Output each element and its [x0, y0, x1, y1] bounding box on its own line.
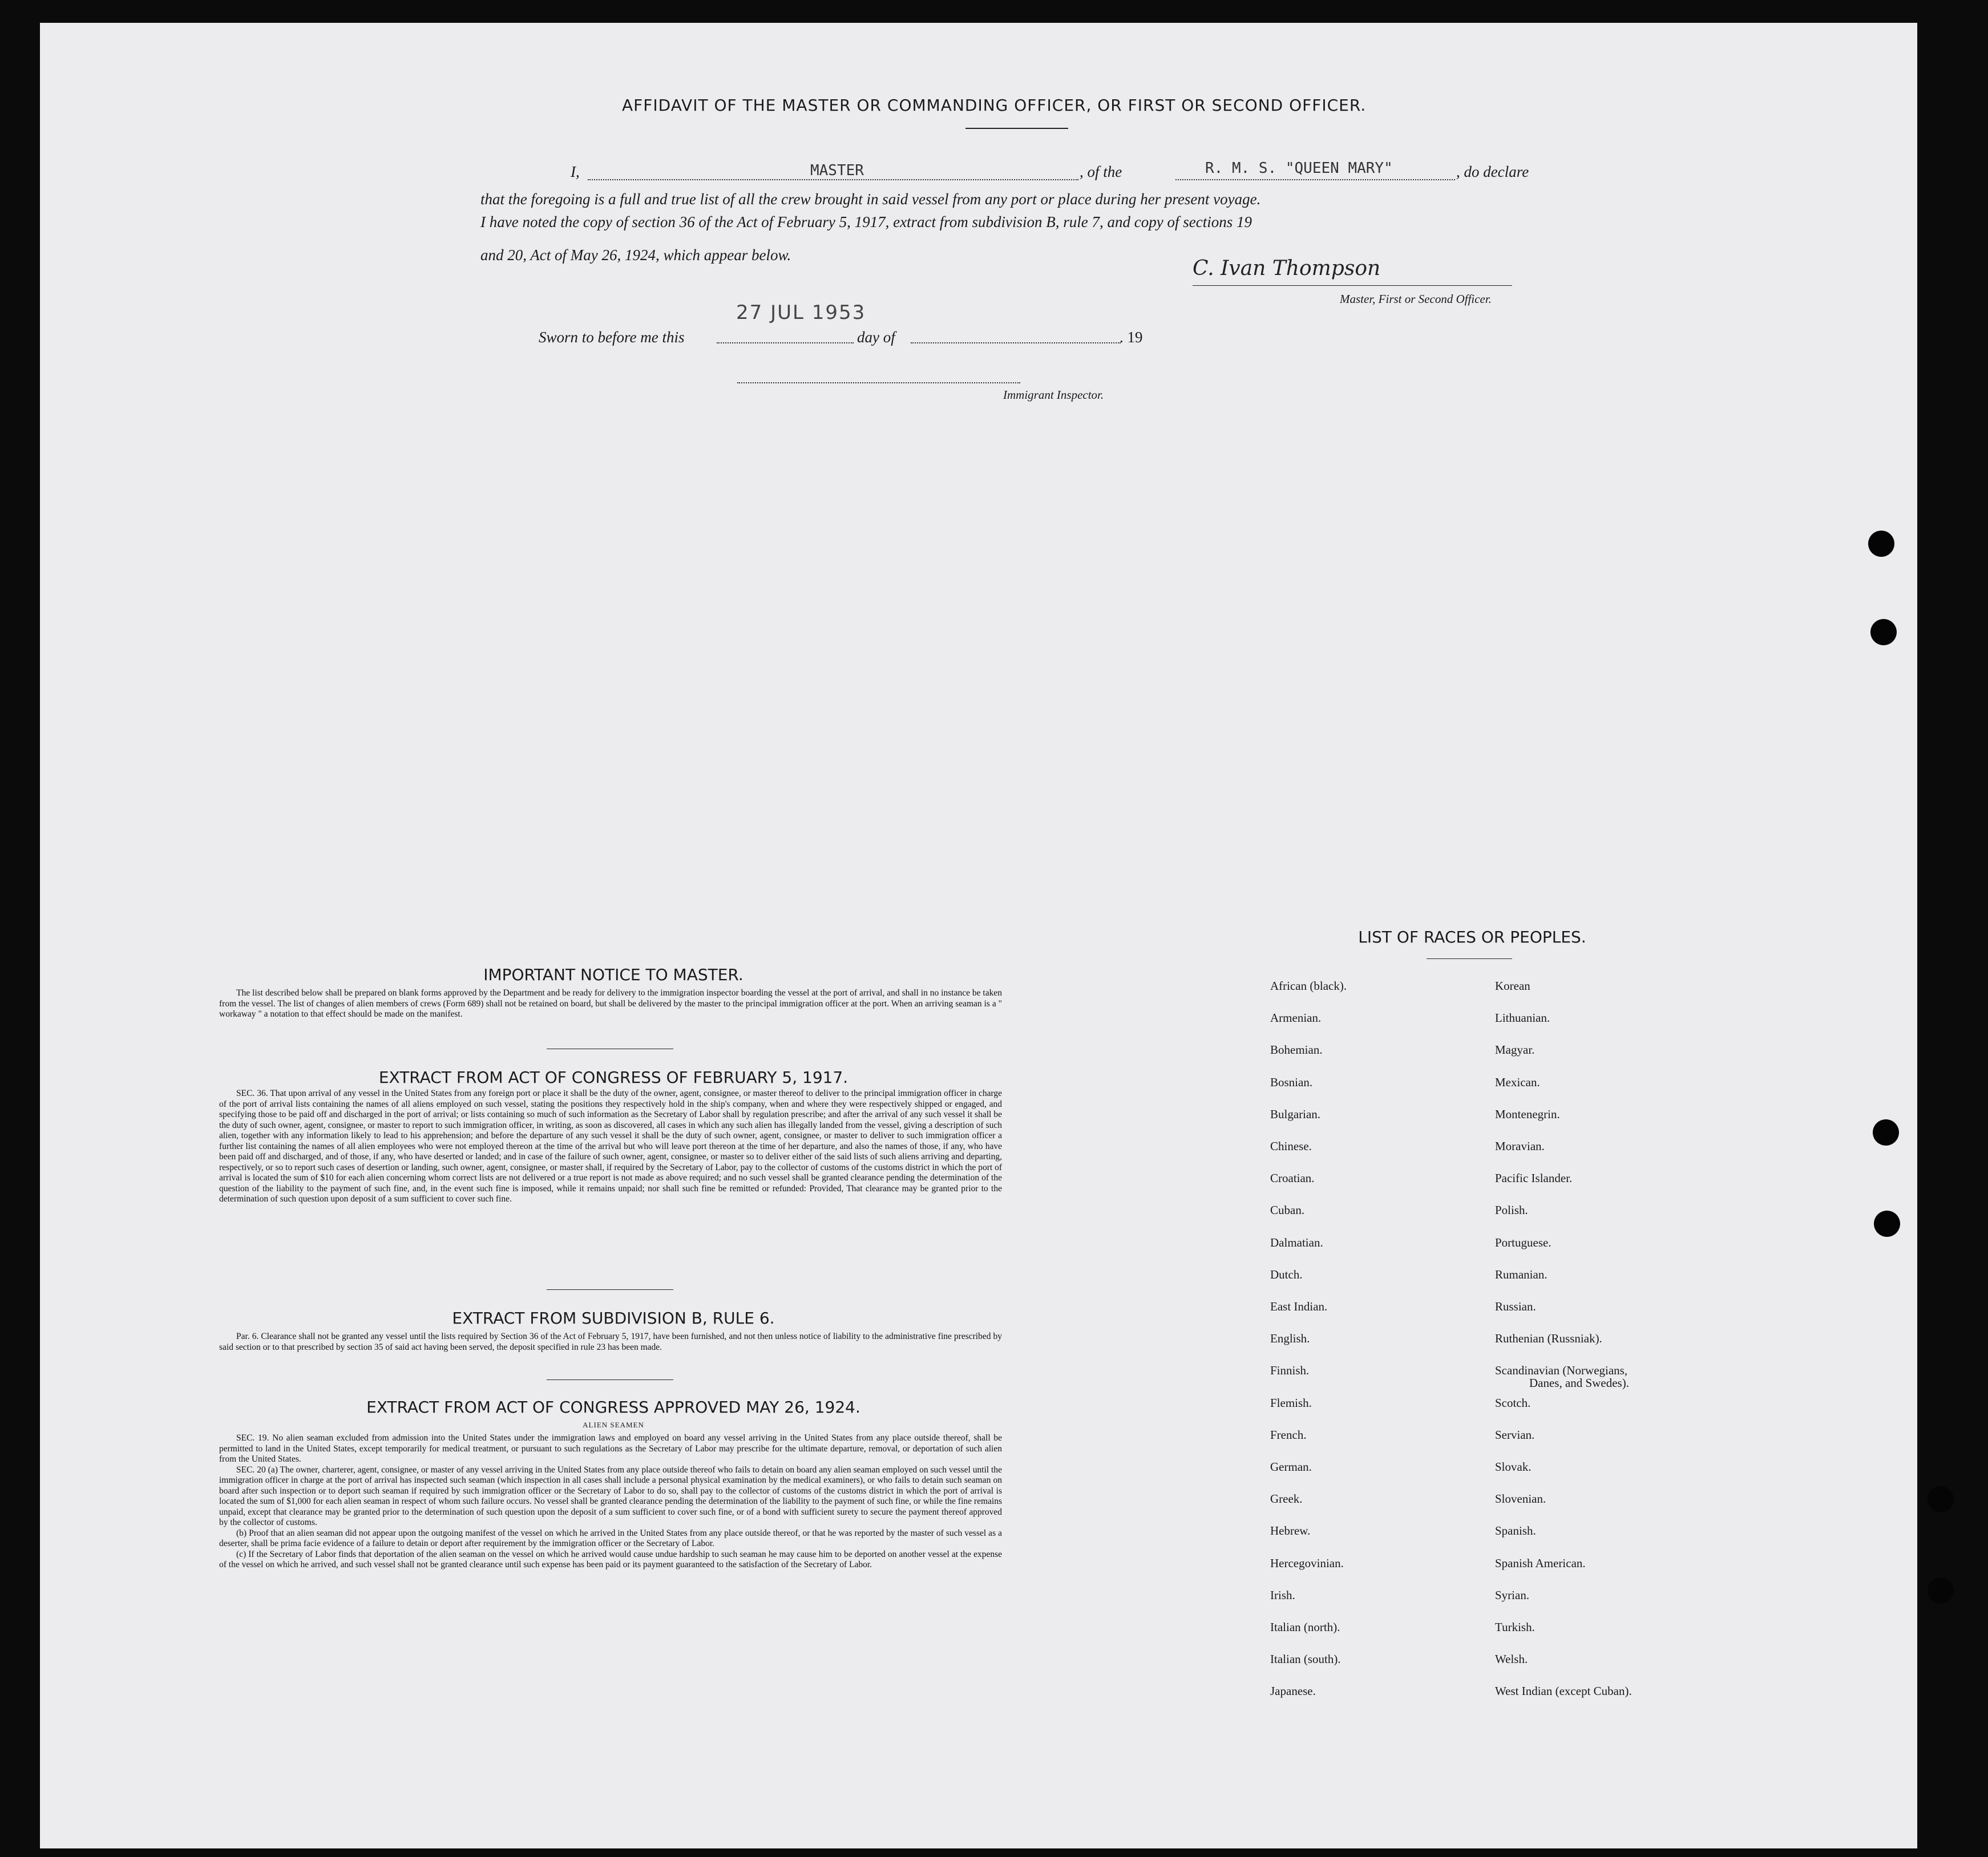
sec-19-paragraph: SEC. 19. No alien seaman excluded from admission into the United States under the immigration laws and employed on board any vessel arriving in the United States from any place outside thereof, shall be permitted to land in the United States, except temporarily for medical treatment, or pursuant to such regulations as the Secretary of Labor may prescribe for the ultimate departure, removal, or deportation of such alien from the United States. [219, 1433, 1002, 1464]
affidavit-title: AFFIDAVIT OF THE MASTER OR COMMANDING OFFICER, OR FIRST OR SECOND OFFICER. [622, 96, 1367, 115]
day-fill-line [717, 342, 854, 343]
race-item: Pacific Islander. [1495, 1171, 1573, 1185]
race-item: Mexican. [1495, 1075, 1540, 1089]
race-item-cont: Danes, and Swedes). [1529, 1376, 1629, 1390]
race-item: Hebrew. [1270, 1524, 1311, 1538]
master-value: MASTER [810, 162, 864, 179]
race-item: Finnish. [1270, 1364, 1310, 1377]
extract-1917-text [219, 1089, 1002, 1205]
signature-caption: Master, First or Second Officer. [1340, 292, 1492, 306]
punch-hole [1873, 1119, 1899, 1146]
master-fill-line [588, 179, 1078, 180]
race-item: Irish. [1270, 1588, 1295, 1602]
race-item: Welsh. [1495, 1652, 1528, 1666]
sec-20c-paragraph: (c) If the Secretary of Labor finds that deportation of the alien seaman on the vessel on which he arrived would cause undue hardship to such seaman he may cause him to be deported on another vessel at the expense of the vessel on which he arrived, and such vessel shall not be granted clearance until such expense has been paid or its payment guaranteed to the satisfaction of the Secretary of Labor. [219, 1549, 1002, 1569]
race-item: Montenegrin. [1495, 1107, 1560, 1121]
do-declare-label: , do declare [1456, 163, 1529, 180]
punch-hole [1868, 531, 1894, 557]
race-item: Lithuanian. [1495, 1011, 1550, 1025]
race-item: Italian (south). [1270, 1652, 1341, 1666]
races-title-underline [1427, 958, 1512, 959]
month-fill-line [911, 342, 1121, 343]
race-item: Dutch. [1270, 1268, 1303, 1281]
race-item: Flemish. [1270, 1396, 1312, 1410]
race-item: Slovenian. [1495, 1492, 1546, 1506]
race-item: Armenian. [1270, 1011, 1322, 1025]
document-page [40, 23, 1917, 1848]
race-item: Bosnian. [1270, 1075, 1313, 1089]
affidavit-line-4: and 20, Act of May 26, 1924, which appear below. [480, 246, 791, 264]
race-item: East Indian. [1270, 1300, 1328, 1313]
race-item: Croatian. [1270, 1171, 1315, 1185]
of-the-label: , of the [1080, 163, 1122, 180]
section-divider [547, 1379, 673, 1380]
punch-hole [1874, 1211, 1900, 1237]
inspector-caption: Immigrant Inspector. [1003, 388, 1104, 402]
race-item: Polish. [1495, 1203, 1528, 1217]
rule-6-title: EXTRACT FROM SUBDIVISION B, RULE 6. [452, 1309, 775, 1328]
rule-6-text [219, 1332, 1002, 1353]
extract-1917-title: EXTRACT FROM ACT OF CONGRESS OF FEBRUARY 5, 1917. [378, 1068, 848, 1087]
notice-paragraph: The list described below shall be prepared on blank forms approved by the Department and be ready for delivery to the immigration inspector boarding the vessel at the port of arrival, and shall in no instance be taken from the vessel. The list of changes of alien members of crews (Form 689) shall not be retained on board, but shall be delivered by the master to the principal immigration officer at the port. When an arriving seaman is a " workaway " a notation to that effect should be made on the manifest. [219, 988, 1002, 1019]
race-item: West Indian (except Cuban). [1495, 1684, 1632, 1698]
par-6-paragraph: Par. 6. Clearance shall not be granted any vessel until the lists required by Section 36 of the Act of February 5, 1917, have been furnished, and not then unless notice of liability to the administrative fine prescribed by said section or to that prescribed by section 35 of said act having been served, the deposit specified in rule 23 has been made. [219, 1332, 1002, 1352]
section-divider [547, 1289, 673, 1290]
sec-20b-paragraph: (b) Proof that an alien seaman did not appear upon the outgoing manifest of the vessel on which he arrived in the United States from any place outside thereof, or that he was reported by the master of such vessel as a deserter, shall be prima facie evidence of a failure to detain or deport after requirement by the immigration officer or the Secretary of Labor. [219, 1528, 1002, 1548]
race-item: Korean [1495, 979, 1530, 993]
inspector-line [737, 382, 1020, 383]
date-stamp: 27 JUL 1953 [736, 301, 866, 324]
race-item: Slovak. [1495, 1460, 1532, 1474]
alien-seamen-subtitle: ALIEN SEAMEN [583, 1421, 644, 1429]
race-item: Spanish. [1495, 1524, 1536, 1538]
race-item: Magyar. [1495, 1043, 1535, 1057]
vessel-fill-line [1175, 179, 1455, 180]
vessel-value: R. M. S. "QUEEN MARY" [1205, 160, 1393, 177]
race-item: French. [1270, 1428, 1307, 1442]
year-suffix: . 19 [1120, 329, 1143, 346]
sec-36-paragraph: SEC. 36. That upon arrival of any vessel in the United States from any foreign port or place it shall be the duty of the owner, agent, consignee, or master thereof to deliver to the principal immigration officer in charge of the port of arrival lists containing the names of all aliens employed on such vessel, stating the positions they respectively hold in the ship's company, when and where they were respectively shipped or engaged, and specifying those to be paid off and discharged in the port of arrival; or lists containing so much of such information as the Secretary of Labor shall by regulation prescribe; and after the arrival of any such vessel it shall be the duty of such owner, agent, consignee, or master to report to such immigration officer, in writing, as soon as discovered, all cases in which any such alien has illegally landed from the vessel, giving a description of such alien, together with any information likely to lead to his apprehension; and before the departure of any such vessel it shall be the duty of such owner, agent, consignee, or master to deliver to such immigration officer a further list containing the names of all alien employees who were not employed thereon at the time of the arrival but who will leave port thereon at the time of her departure, and also the names of those, if any, who have been paid off and discharged, and of those, if any, who have deserted or landed; and in case of the failure of such owner, agent, consignee, or master so to deliver either of the said lists of such aliens arriving and departing, respectively, or so to report such cases of desertion or landing, such owner, agent, consignee, or master shall, if required by the Secretary of Labor, pay to the collector of customs of the customs district in which the port of arrival is located the sum of $10 for each alien concerning whom correct lists are not delivered or a true report is not made as above required; and no such vessel shall be granted clearance pending the determination of the question of the liability to the payment of such fine, and, in the event such fine is imposed, while it remains unpaid; nor shall such fine be remitted or refunded: Provided, That clearance may be granted prior to the determination of such question upon deposit of a sum sufficient to cover such fine. [219, 1089, 1002, 1204]
race-item: Italian (north). [1270, 1620, 1340, 1634]
sworn-label: Sworn to before me this [539, 329, 685, 346]
race-item: Cuban. [1270, 1203, 1305, 1217]
affidavit-line-2: that the foregoing is a full and true list of all the crew brought in said vessel from any port or place during her present voyage. [480, 191, 1261, 208]
notice-title: IMPORTANT NOTICE TO MASTER. [483, 965, 744, 984]
race-item: Spanish American. [1495, 1556, 1586, 1570]
officer-signature: C. Ivan Thompson [1193, 257, 1381, 280]
race-item: Bulgarian. [1270, 1107, 1321, 1121]
race-item: Hercegovinian. [1270, 1556, 1344, 1570]
race-item: Syrian. [1495, 1588, 1530, 1602]
race-item: African (black). [1270, 979, 1347, 993]
race-item: Greek. [1270, 1492, 1303, 1506]
race-item: Scotch. [1495, 1396, 1531, 1410]
race-item: Ruthenian (Russniak). [1495, 1332, 1602, 1345]
race-item: Chinese. [1270, 1139, 1312, 1153]
title-underline [965, 128, 1068, 129]
race-item: Moravian. [1495, 1139, 1545, 1153]
race-item: English. [1270, 1332, 1310, 1345]
race-item: Russian. [1495, 1300, 1536, 1313]
punch-hole [1870, 619, 1897, 645]
race-item: Rumanian. [1495, 1268, 1547, 1281]
race-item: German. [1270, 1460, 1312, 1474]
race-item: Bohemian. [1270, 1043, 1323, 1057]
day-of-label: day of [857, 329, 895, 346]
notice-text [219, 988, 1002, 1020]
punch-hole [1928, 1486, 1954, 1512]
sec-20a-paragraph: SEC. 20 (a) The owner, charterer, agent, consignee, or master of any vessel arriving in the United States from any place outside thereof who fails to detain on board any alien seaman employed on such vessel until the immigration officer in charge at the port of arrival has inspected such seaman (which inspection in all cases shall include a personal physical examination by the medical examiners), or who fails to detain such seaman on board after such inspection or to deport such seaman if required by such immigration officer or the Secretary of Labor to do so, shall pay to the collector of customs of the customs district in which the port of arrival is located the sum of $1,000 for each alien seaman in respect of whom such failure occurs. No vessel shall be granted clearance pending the determination of the liability to the payment of such fine, or while the fine remains unpaid, except that clearance may be granted prior to the determination of such question upon the deposit of a sum sufficient to cover such fine, or of a bond with sufficient surety to secure the payment thereof approved by the collector of customs. [219, 1464, 1002, 1527]
extract-1924-text [219, 1433, 1002, 1571]
affidavit-i-label: I, [571, 163, 580, 180]
extract-1924-title: EXTRACT FROM ACT OF CONGRESS APPROVED MAY 26, 1924. [366, 1398, 860, 1417]
race-item: Dalmatian. [1270, 1236, 1323, 1249]
punch-hole [1928, 1577, 1954, 1604]
race-item: Japanese. [1270, 1684, 1316, 1698]
race-item: Portuguese. [1495, 1236, 1551, 1249]
affidavit-line-3: I have noted the copy of section 36 of the Act of February 5, 1917, extract from subdivision B, rule 7, and copy of sections 19 [480, 213, 1252, 230]
races-title: LIST OF RACES OR PEOPLES. [1358, 928, 1586, 946]
signature-line [1193, 285, 1512, 286]
race-item: Scandinavian (Norwegians, [1495, 1364, 1628, 1377]
race-item: Turkish. [1495, 1620, 1535, 1634]
race-item: Servian. [1495, 1428, 1535, 1442]
